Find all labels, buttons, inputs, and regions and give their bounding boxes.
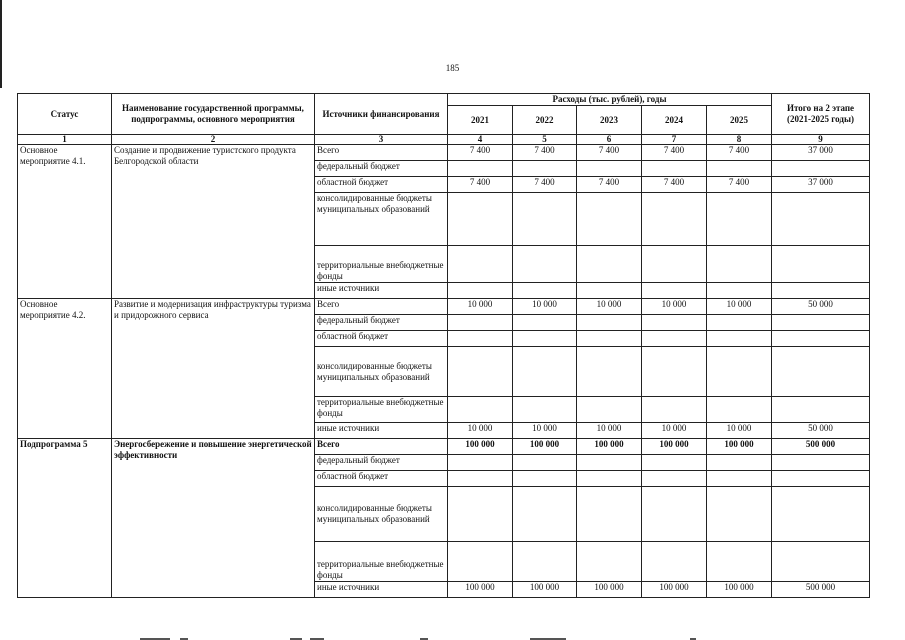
value-cell <box>448 397 513 423</box>
source-cell: консолидированные бюджеты муниципальных образований <box>315 487 448 542</box>
column-index: 7 <box>642 135 707 145</box>
header-year: 2021 <box>448 106 513 135</box>
source-cell: иные источники <box>315 582 448 598</box>
value-cell <box>642 455 707 471</box>
value-cell <box>513 397 577 423</box>
value-cell: 7 400 <box>577 145 642 161</box>
value-cell <box>448 161 513 177</box>
total-cell: 37 000 <box>772 145 870 161</box>
value-cell <box>448 471 513 487</box>
value-cell: 100 000 <box>448 439 513 455</box>
value-cell: 10 000 <box>513 299 577 315</box>
source-cell: иные источники <box>315 283 448 299</box>
value-cell: 10 000 <box>642 299 707 315</box>
value-cell <box>707 471 772 487</box>
value-cell: 100 000 <box>513 439 577 455</box>
status-cell: Основное мероприятие 4.2. <box>18 299 112 439</box>
header-expenses: Расходы (тыс. рублей), годы <box>448 94 772 106</box>
value-cell <box>513 283 577 299</box>
column-index: 8 <box>707 135 772 145</box>
value-cell <box>707 161 772 177</box>
value-cell <box>577 331 642 347</box>
column-index: 5 <box>513 135 577 145</box>
value-cell: 7 400 <box>513 177 577 193</box>
header-sources: Источники финансирования <box>315 94 448 135</box>
header-name: Наименование государственной программы, подпрограммы, основного мероприятия <box>112 94 315 135</box>
source-cell: территориальные внебюджетные фонды <box>315 397 448 423</box>
total-cell <box>772 246 870 283</box>
total-cell <box>772 283 870 299</box>
total-cell <box>772 315 870 331</box>
value-cell: 100 000 <box>577 439 642 455</box>
value-cell: 7 400 <box>448 145 513 161</box>
value-cell <box>707 542 772 582</box>
source-cell: областной бюджет <box>315 177 448 193</box>
total-cell <box>772 542 870 582</box>
value-cell: 10 000 <box>642 423 707 439</box>
value-cell <box>513 331 577 347</box>
value-cell <box>707 455 772 471</box>
total-cell: 500 000 <box>772 582 870 598</box>
value-cell: 100 000 <box>707 582 772 598</box>
column-index: 2 <box>112 135 315 145</box>
value-cell <box>513 487 577 542</box>
page-number: 185 <box>445 63 460 73</box>
value-cell <box>707 283 772 299</box>
value-cell <box>707 397 772 423</box>
source-cell: консолидированные бюджеты муниципальных образований <box>315 193 448 246</box>
source-cell: Всего <box>315 439 448 455</box>
value-cell: 100 000 <box>513 582 577 598</box>
source-cell: областной бюджет <box>315 331 448 347</box>
source-cell: Всего <box>315 145 448 161</box>
value-cell <box>707 487 772 542</box>
value-cell <box>707 193 772 246</box>
value-cell <box>448 455 513 471</box>
status-cell: Подпрограмма 5 <box>18 439 112 598</box>
source-cell: территориальные внебюджетные фонды <box>315 542 448 582</box>
value-cell: 10 000 <box>577 423 642 439</box>
value-cell: 10 000 <box>513 423 577 439</box>
source-cell: областной бюджет <box>315 471 448 487</box>
header-year: 2022 <box>513 106 577 135</box>
column-index: 9 <box>772 135 870 145</box>
total-cell <box>772 455 870 471</box>
value-cell: 7 400 <box>642 177 707 193</box>
total-cell: 50 000 <box>772 299 870 315</box>
total-cell: 37 000 <box>772 177 870 193</box>
header-year: 2023 <box>577 106 642 135</box>
value-cell <box>707 347 772 397</box>
value-cell <box>642 246 707 283</box>
value-cell <box>642 161 707 177</box>
value-cell: 10 000 <box>448 423 513 439</box>
value-cell: 7 400 <box>642 145 707 161</box>
total-cell: 50 000 <box>772 423 870 439</box>
value-cell <box>642 315 707 331</box>
value-cell <box>577 397 642 423</box>
header-status: Статус <box>18 94 112 135</box>
value-cell <box>577 315 642 331</box>
value-cell <box>448 347 513 397</box>
source-cell: территориальные внебюджетные фонды <box>315 246 448 283</box>
program-name-cell: Энергосбережение и повышение энергетической эффективности <box>112 439 315 598</box>
value-cell: 10 000 <box>707 299 772 315</box>
value-cell <box>577 487 642 542</box>
value-cell <box>577 542 642 582</box>
value-cell: 7 400 <box>707 177 772 193</box>
total-cell <box>772 471 870 487</box>
source-cell: федеральный бюджет <box>315 161 448 177</box>
value-cell <box>513 193 577 246</box>
value-cell <box>642 471 707 487</box>
column-index: 6 <box>577 135 642 145</box>
value-cell <box>642 283 707 299</box>
value-cell <box>513 347 577 397</box>
budget-table <box>17 93 870 598</box>
value-cell <box>448 331 513 347</box>
total-cell <box>772 161 870 177</box>
value-cell <box>642 193 707 246</box>
value-cell <box>642 542 707 582</box>
page-left-edge <box>0 0 2 88</box>
program-name-cell: Создание и продвижение туристского продукта Белгородской области <box>112 145 315 299</box>
value-cell <box>513 161 577 177</box>
source-cell: федеральный бюджет <box>315 455 448 471</box>
value-cell: 100 000 <box>448 582 513 598</box>
source-cell: консолидированные бюджеты муниципальных образований <box>315 347 448 397</box>
value-cell: 7 400 <box>577 177 642 193</box>
value-cell <box>448 246 513 283</box>
value-cell: 100 000 <box>642 582 707 598</box>
value-cell <box>642 331 707 347</box>
program-name-cell: Развитие и модернизация инфраструктуры туризма и придорожного сервиса <box>112 299 315 439</box>
total-cell: 500 000 <box>772 439 870 455</box>
value-cell: 10 000 <box>577 299 642 315</box>
value-cell <box>707 246 772 283</box>
value-cell <box>577 193 642 246</box>
value-cell: 10 000 <box>707 423 772 439</box>
header-total: Итого на 2 этапе (2021-2025 годы) <box>772 94 870 135</box>
value-cell <box>448 542 513 582</box>
value-cell <box>513 455 577 471</box>
value-cell <box>513 542 577 582</box>
value-cell <box>577 161 642 177</box>
value-cell <box>642 397 707 423</box>
column-index: 4 <box>448 135 513 145</box>
value-cell: 100 000 <box>577 582 642 598</box>
value-cell <box>513 315 577 331</box>
value-cell <box>448 487 513 542</box>
column-index: 3 <box>315 135 448 145</box>
value-cell: 7 400 <box>707 145 772 161</box>
value-cell: 7 400 <box>513 145 577 161</box>
total-cell <box>772 331 870 347</box>
value-cell <box>577 283 642 299</box>
value-cell <box>513 246 577 283</box>
value-cell <box>642 487 707 542</box>
total-cell <box>772 193 870 246</box>
value-cell <box>513 471 577 487</box>
total-cell <box>772 397 870 423</box>
source-cell: Всего <box>315 299 448 315</box>
value-cell: 10 000 <box>448 299 513 315</box>
value-cell <box>577 347 642 397</box>
value-cell <box>448 193 513 246</box>
value-cell <box>577 471 642 487</box>
value-cell: 100 000 <box>642 439 707 455</box>
value-cell <box>577 455 642 471</box>
value-cell <box>448 283 513 299</box>
source-cell: иные источники <box>315 423 448 439</box>
column-index: 1 <box>18 135 112 145</box>
value-cell <box>642 347 707 397</box>
total-cell <box>772 347 870 397</box>
value-cell <box>577 246 642 283</box>
value-cell: 100 000 <box>707 439 772 455</box>
value-cell <box>448 315 513 331</box>
status-cell: Основное мероприятие 4.1. <box>18 145 112 299</box>
source-cell: федеральный бюджет <box>315 315 448 331</box>
value-cell <box>707 315 772 331</box>
header-year: 2024 <box>642 106 707 135</box>
total-cell <box>772 487 870 542</box>
value-cell <box>707 331 772 347</box>
value-cell: 7 400 <box>448 177 513 193</box>
header-year: 2025 <box>707 106 772 135</box>
